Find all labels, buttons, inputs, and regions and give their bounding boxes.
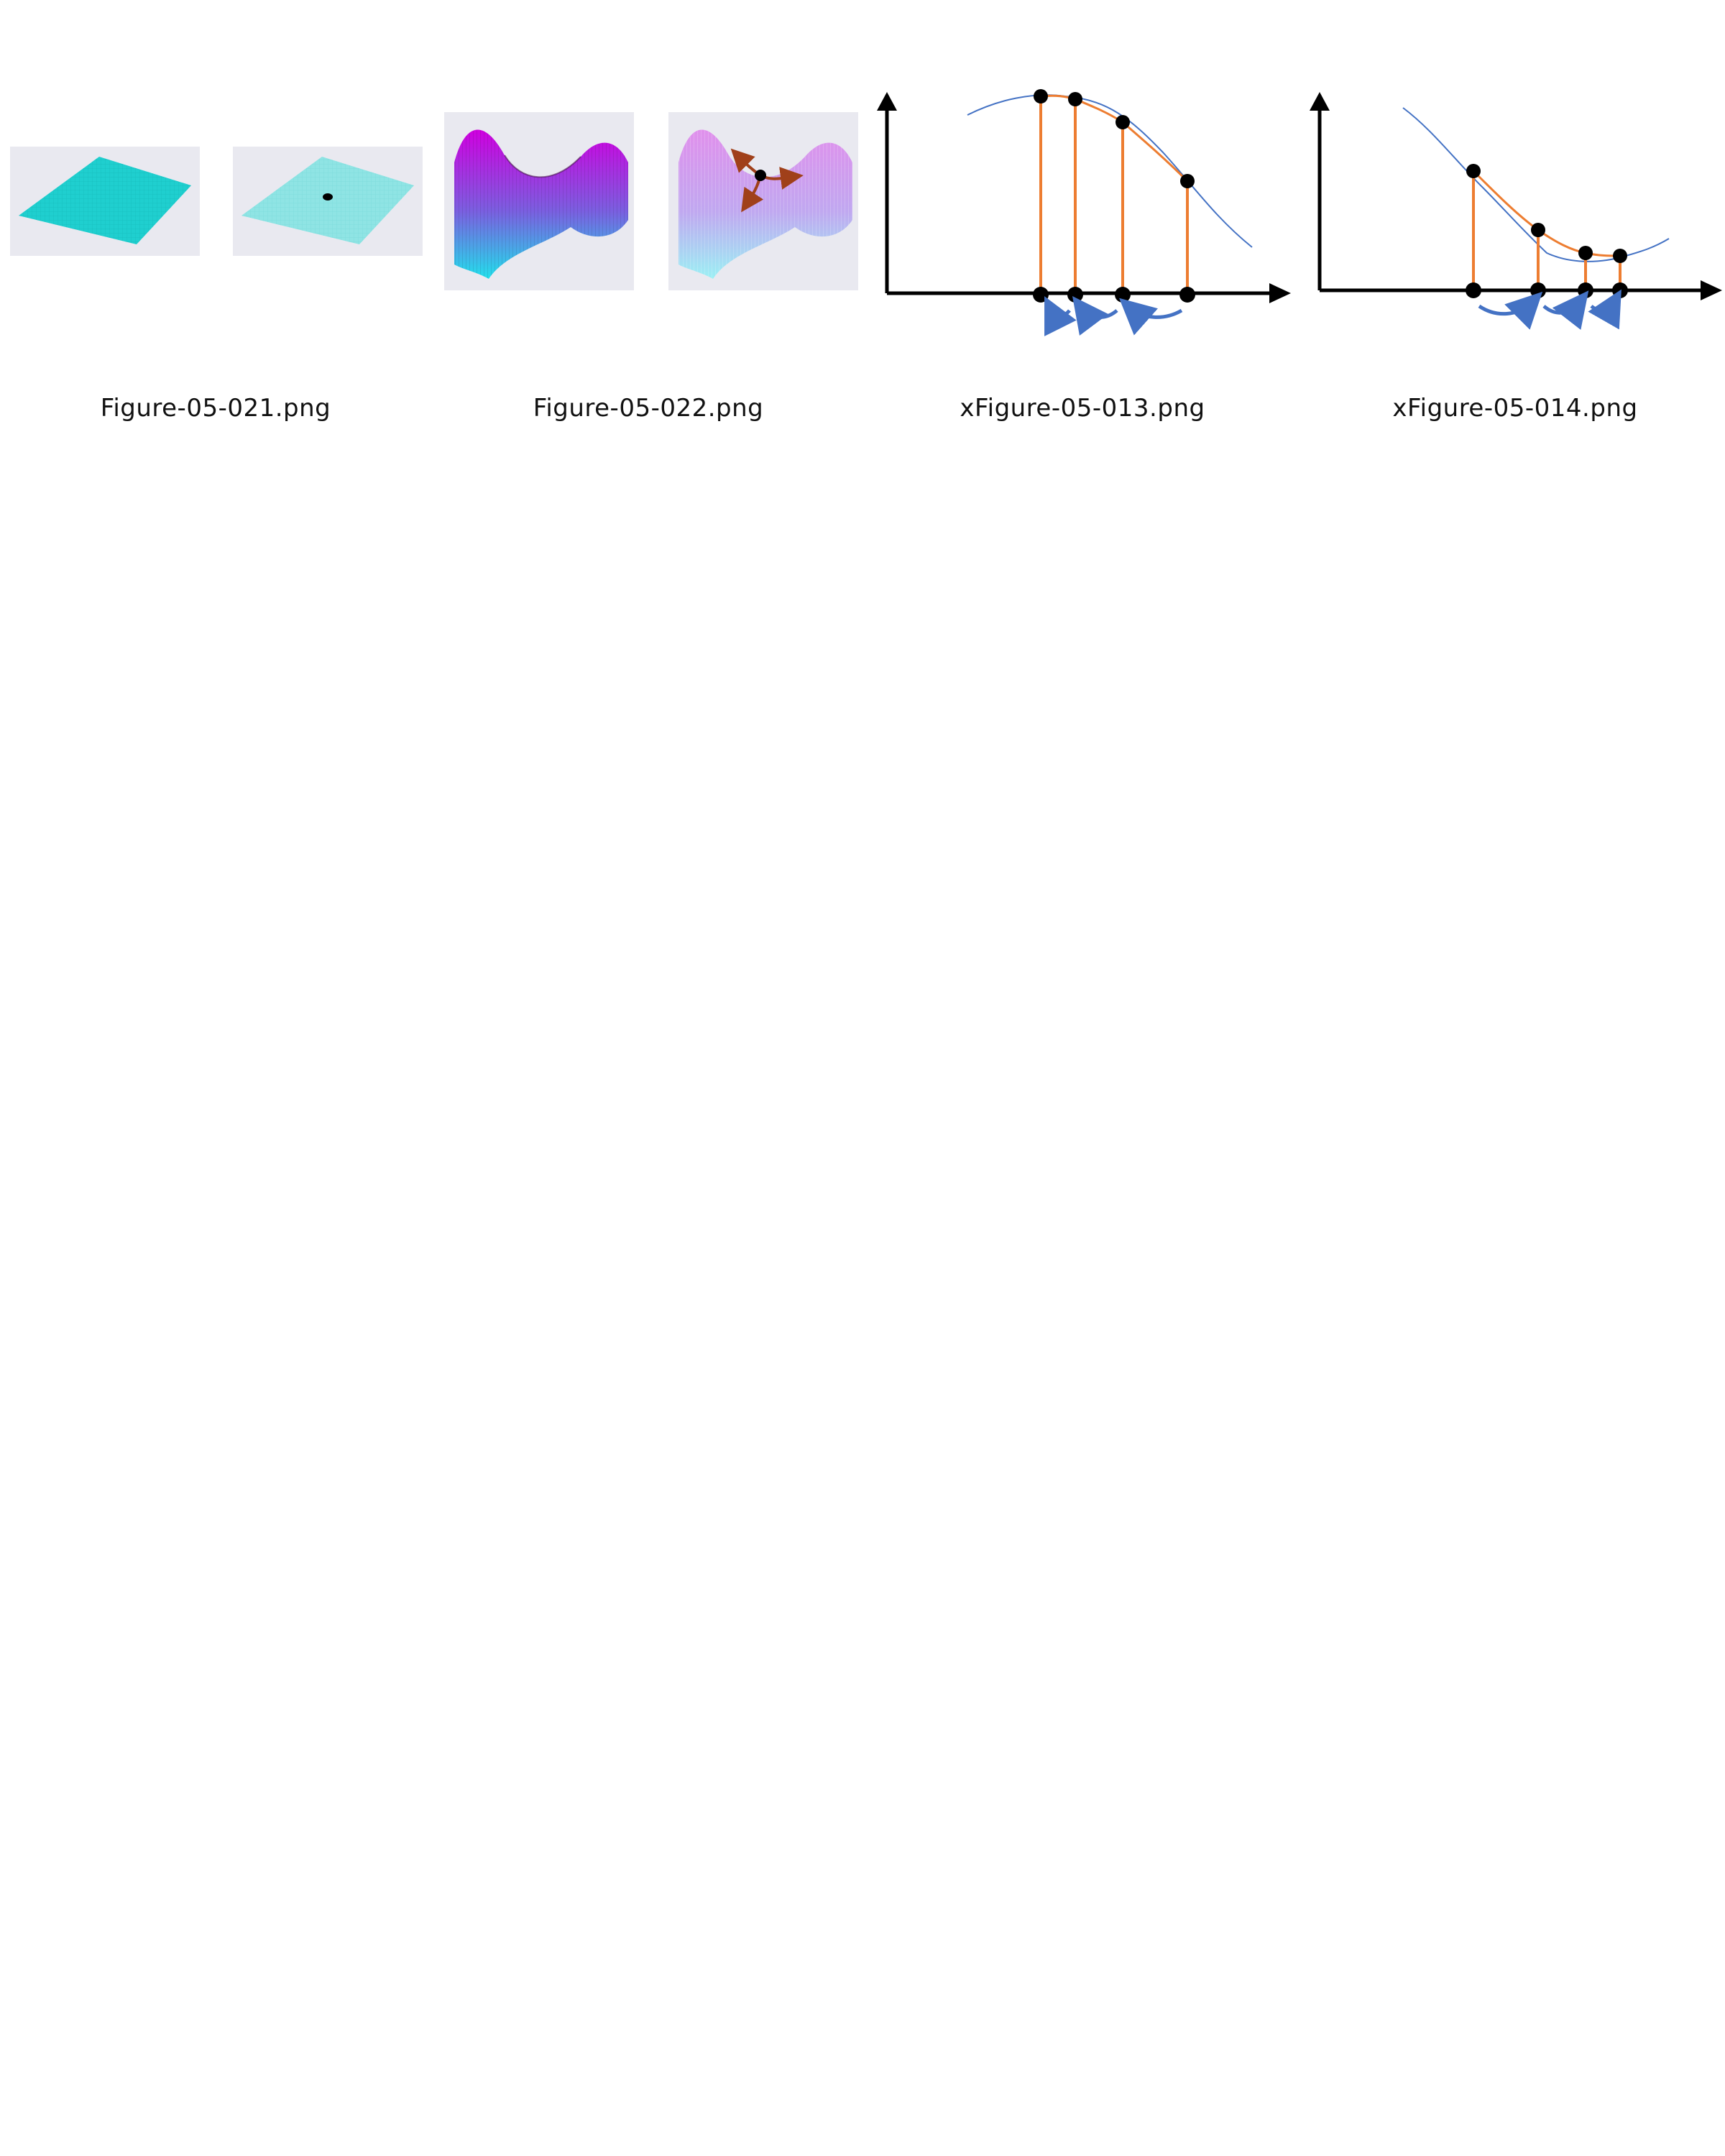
axis-point-2: [1067, 287, 1083, 303]
curve-point-2: [1531, 223, 1545, 237]
axis-point-3: [1115, 287, 1131, 303]
axis-point-2: [1530, 282, 1546, 298]
tangent-path: [1473, 171, 1620, 256]
curve-point-2: [1068, 92, 1082, 106]
flat-plane-point-image: [233, 147, 423, 256]
caption-xfigure-05-013: xFigure-05-013.png: [960, 394, 1205, 423]
gradient-steps-right-chart: [1310, 86, 1725, 338]
step-arrow-2: [1544, 302, 1580, 313]
saddle-image: [444, 112, 634, 290]
step-arrow-3: [1591, 302, 1614, 310]
step-lines: [1041, 96, 1187, 295]
axes: [1310, 92, 1722, 300]
curve-point-1: [1466, 164, 1481, 178]
loss-curve: [967, 95, 1252, 247]
saddle-arrows-image: [668, 112, 858, 290]
axes: [877, 92, 1291, 303]
caption-figure-05-021: Figure-05-021.png: [100, 394, 331, 423]
step-arrow-2: [1081, 308, 1117, 317]
x-axis-arrowhead: [1269, 283, 1291, 303]
curve-point-4: [1180, 174, 1195, 188]
curve-point-4: [1613, 249, 1627, 263]
flat-plane-point-thumbnail: [233, 147, 423, 256]
curve-point-3: [1116, 115, 1130, 129]
axis-point-4: [1612, 282, 1628, 298]
gradient-steps-left-thumbnail: [877, 86, 1294, 338]
step-lines: [1473, 171, 1620, 292]
y-axis-arrowhead: [877, 92, 897, 111]
caption-figure-05-022: Figure-05-022.png: [533, 394, 764, 423]
axis-point-4: [1179, 287, 1195, 303]
axis-point-1: [1466, 282, 1481, 298]
critical-point: [323, 193, 333, 201]
axis-point-1: [1033, 287, 1049, 303]
flat-plane-thumbnail: [10, 147, 200, 256]
curve-point-3: [1578, 246, 1593, 260]
gradient-steps-left-chart: [877, 86, 1294, 338]
axis-point-3: [1578, 282, 1593, 298]
step-arrow-1: [1130, 308, 1182, 317]
tangent-path: [1041, 96, 1187, 181]
curve-points: [1034, 89, 1195, 188]
step-arrows: [1051, 308, 1182, 317]
caption-xfigure-05-014: xFigure-05-014.png: [1392, 394, 1638, 423]
curve-point-1: [1034, 89, 1048, 103]
flat-plane-image: [10, 147, 200, 256]
saddle-thumbnail: [444, 112, 634, 290]
curve-points: [1466, 164, 1627, 263]
saddle-point: [755, 170, 766, 181]
y-axis-arrowhead: [1310, 92, 1330, 111]
step-arrow-3: [1051, 309, 1070, 315]
step-arrow-1: [1479, 302, 1532, 314]
gradient-steps-right-thumbnail: [1310, 86, 1725, 338]
loss-curve: [1403, 108, 1669, 262]
saddle-arrows-thumbnail: [668, 112, 858, 290]
x-axis-arrowhead: [1701, 280, 1722, 300]
step-arrows: [1479, 302, 1614, 314]
